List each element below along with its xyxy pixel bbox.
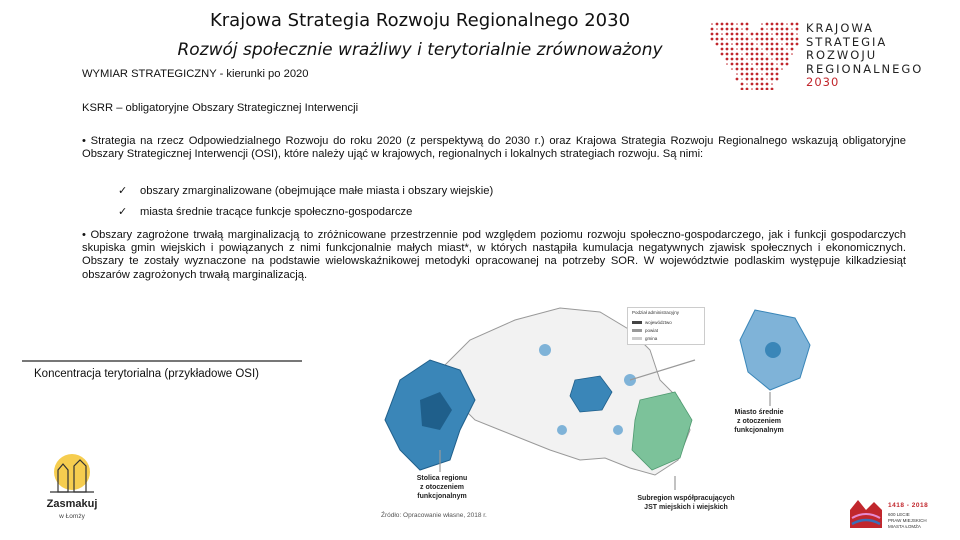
logo-dot (736, 58, 739, 61)
logo-dot (736, 53, 739, 56)
logo-dot (726, 28, 729, 31)
logo-dot (771, 43, 774, 46)
logo-dot (756, 83, 759, 86)
map-source: Źródło: Opracowanie własne, 2018 r. (381, 512, 487, 519)
logo-dot (731, 23, 734, 26)
zasmakuj-sub: w Łomży (59, 513, 85, 520)
logo-dot (771, 53, 774, 56)
logo-dot (731, 48, 734, 51)
logo-dot (736, 73, 738, 75)
logo-dot (786, 63, 789, 66)
logo-dot (741, 53, 743, 55)
logo-dot (786, 38, 789, 41)
logo-dot (741, 78, 743, 80)
logo-dot (731, 68, 733, 70)
logo-dot (756, 38, 759, 41)
lomza-line2: PRAW MIEJSKICH (888, 518, 927, 523)
logo-dot (746, 58, 748, 60)
lomza-line3: MIASTA ŁOMŻA (888, 524, 921, 529)
divider (22, 360, 302, 362)
logo-dot (781, 63, 784, 66)
logo-dot (786, 23, 788, 25)
logo-dot (796, 33, 798, 35)
logo-dot (736, 38, 739, 41)
logo-dot (751, 63, 753, 65)
logo-dot (741, 58, 744, 61)
logo-dot (741, 38, 744, 41)
check-item-marginalized: ✓ obszary zmarginalizowane (obejmujące małe miasta i obszary wiejskie) (118, 185, 494, 197)
logo-dot (726, 38, 728, 40)
heading-strategic-dimension: WYMIAR STRATEGICZNY - kierunki po 2020 (82, 68, 309, 80)
logo-dot (796, 23, 799, 26)
label-medium-city: Miasto średnie z otoczeniem funkcjonalnym (734, 409, 784, 434)
logo-dot (791, 43, 794, 46)
label-subregion: Subregion współpracujących JST miejskich i wiejskich (637, 495, 735, 511)
logo-dot (756, 73, 759, 76)
slide-subtitle: Rozwój społecznie wrażliwy i terytorialnie zrównoważony (177, 40, 663, 60)
logo-dot (766, 73, 769, 76)
ksrr-logo-icon (708, 20, 800, 90)
logo-dot (741, 43, 744, 46)
logo-dot (781, 58, 784, 61)
logo-dot (781, 38, 784, 41)
slide-title: Krajowa Strategia Rozwoju Regionalnego 2030 (209, 10, 631, 31)
logo-dot (786, 33, 789, 36)
logo-dot (771, 58, 773, 60)
logo-dot (726, 58, 729, 61)
logo-dot (771, 73, 774, 76)
logo-dot (776, 73, 779, 76)
logo-dot (766, 28, 768, 30)
logo-dot (781, 33, 784, 36)
logo-dot (731, 28, 734, 31)
logo-dot (771, 48, 774, 51)
logo-dot (766, 88, 769, 90)
logo-dot (771, 38, 774, 41)
logo-dot (746, 33, 748, 35)
logo-dot (721, 53, 724, 56)
logo-dot (786, 58, 789, 61)
logo-dot (796, 43, 799, 46)
logo-dot (716, 28, 718, 30)
logo-dot (736, 43, 739, 46)
logo-dot (776, 78, 779, 81)
logo-dot (791, 48, 794, 51)
logo-dot (781, 48, 784, 51)
logo-dot (756, 48, 759, 51)
logo-dot (776, 43, 779, 46)
logo-dot (721, 23, 724, 26)
lomza-years: 1418 - 2018 (888, 502, 929, 509)
logo-dot (766, 23, 769, 26)
logo-dot (786, 28, 789, 31)
logo-dot (736, 68, 739, 71)
logo-dot (771, 88, 774, 90)
logo-dot (731, 63, 734, 66)
logo-dot (756, 53, 759, 56)
logo-dot (726, 53, 729, 56)
logo-dot (716, 43, 719, 46)
logo-dot (711, 28, 714, 31)
logo-dot (791, 28, 793, 30)
logo-dot (746, 68, 749, 71)
checkmark-icon: ✓ (118, 206, 128, 218)
logo-dot (761, 53, 764, 56)
logo-dot (731, 38, 734, 41)
logo-dot (761, 48, 763, 50)
logo-dot (751, 38, 753, 40)
logo-dot (766, 83, 769, 86)
logo-dot (731, 58, 734, 61)
logo-dot (716, 38, 719, 41)
paragraph-marginalization: • Obszary zagrożone trwałą marginalizacją to zróżnicowane przestrzennie pod względem poziomu rozwoju społeczno-gospodarczego, jak i funkcji gospodarczych skupiska gmin wiejskich i powiązanych z nimi funkcjonalnie małych miast*, w których nastąpiła kumulacja negatywnych zjawisk społecznych i ekonomicznych. Obszary te zostały wyznaczone na podstawie wielowskaźnikowej metodyki opracowanej na potrzeby SOR. W województwie podlaskim występuje kilkadziesiąt obszarów zagrożonych trwałą marginalizacją. (82, 229, 906, 281)
logo-dot (766, 33, 769, 36)
logo-dot (751, 43, 754, 46)
logo-dot (711, 38, 714, 41)
logo-dot (781, 68, 783, 70)
ksrr-logo-text: KRAJOWA STRATEGIA ROZWOJU REGIONALNEGO 2030 (806, 21, 924, 89)
logo-dot (726, 63, 728, 65)
logo-dot (746, 53, 749, 56)
logo-dot (746, 43, 749, 46)
logo-dot (766, 78, 768, 80)
logo-dot (751, 33, 754, 36)
logo-dot (736, 78, 739, 81)
logo-dot (771, 83, 773, 85)
logo-dot (726, 33, 729, 36)
map-legend: Podział administracyjny województwo powiat gmina (627, 307, 705, 345)
logo-dot (751, 48, 754, 51)
logo-dot (761, 23, 763, 25)
logo-dot (781, 43, 783, 45)
logo-dot (761, 83, 764, 86)
logo-dot (741, 48, 744, 51)
logo-dot (776, 63, 778, 65)
logo-dot (726, 23, 729, 26)
logo-dot (761, 33, 764, 36)
logo-dot (721, 48, 724, 51)
logo-dot (776, 48, 779, 51)
logo-dot (741, 68, 744, 71)
logo-dot (746, 48, 749, 51)
logo-dot (756, 78, 759, 81)
logo-dot (756, 63, 759, 66)
logo-dot (746, 83, 748, 85)
logo-dot (741, 73, 744, 76)
logo-dot (776, 23, 779, 26)
logo-dot (781, 23, 784, 26)
logo-dot (761, 63, 764, 66)
logo-dot (791, 53, 793, 55)
logo-dot (791, 38, 794, 41)
logo-dot (721, 43, 724, 46)
check-item-medium-cities: ✓ miasta średnie tracące funkcje społeczno-gospodarcze (118, 206, 413, 218)
logo-dot (781, 28, 784, 31)
logo-dot (771, 68, 774, 71)
logo-dot (786, 43, 789, 46)
logo-dot (761, 58, 764, 61)
logo-dot (726, 43, 729, 46)
logo-dot (766, 63, 769, 66)
logo-dot (716, 33, 719, 36)
logo-dot (751, 53, 754, 56)
logo-dot (741, 28, 743, 30)
logo-dot (731, 33, 734, 36)
logo-dot (756, 33, 759, 36)
concentration-label: Koncentracja terytorialna (przykładowe OSI) (34, 368, 259, 380)
logo-dot (776, 38, 778, 40)
logo-dot (751, 78, 754, 81)
logo-dot (771, 23, 774, 26)
label-capital-region: Stolica regionu z otoczeniem funkcjonalnym (416, 475, 468, 500)
logo-dot (771, 63, 774, 66)
logo-dot (761, 73, 763, 75)
logo-dot (761, 68, 764, 71)
logo-dot (766, 68, 769, 71)
logo-dot (741, 88, 744, 90)
logo-dot (731, 53, 734, 56)
zasmakuj-name: Zasmakuj (46, 498, 98, 510)
logo-dot (766, 43, 769, 46)
paragraph-strategy: • Strategia na rzecz Odpowiedzialnego Rozwoju do roku 2020 (z perspektywą do 2030 r.) oraz Krajowa Strategia Rozwoju Regionalnego wskazują obligatoryjne Obszary Strategicznej Interwencji (OSI), które należy ująć w krajowych, regionalnych i lokalnych strategiach rozwoju. Są nimi: (82, 135, 906, 161)
logo-dot (751, 88, 753, 90)
logo-dot (761, 28, 764, 31)
logo-dot (746, 88, 749, 90)
logo-dot (791, 33, 794, 36)
logo-dot (776, 53, 779, 56)
logo-dot (756, 68, 758, 70)
lomza-line1: 600 LECIE (888, 512, 910, 517)
logo-dot (756, 58, 759, 61)
logo-dot (736, 33, 739, 36)
logo-dot (796, 38, 799, 41)
logo-dot (746, 73, 749, 76)
logo-dot (731, 43, 733, 45)
logo-dot (751, 83, 754, 86)
logo-dot (711, 33, 714, 36)
logo-dot (796, 28, 799, 31)
logo-dot (721, 28, 724, 31)
logo-dot (756, 88, 759, 90)
logo-dot (776, 28, 779, 31)
logo-dot (751, 58, 754, 61)
logo-dot (781, 53, 784, 56)
logo-dot (766, 53, 768, 55)
logo-dot (776, 68, 779, 71)
logo-dot (766, 48, 769, 51)
logo-dot (791, 23, 794, 26)
logo-dot (736, 28, 739, 31)
logo-dot (776, 58, 779, 61)
heading-ksrr-osi: KSRR – obligatoryjne Obszary Strategicznej Interwencji (82, 102, 359, 114)
logo-dot (721, 38, 724, 41)
logo-dot (751, 73, 754, 76)
logo-dot (761, 38, 764, 41)
logo-dot (766, 58, 769, 61)
logo-dot (741, 83, 744, 86)
logo-dot (776, 33, 779, 36)
logo-dot (741, 63, 744, 66)
logo-dot (736, 48, 738, 50)
logo-dot (736, 23, 738, 25)
logo-dot (736, 63, 739, 66)
logo-dot (711, 23, 713, 25)
logo-dot (761, 43, 764, 46)
logo-dot (786, 48, 788, 50)
logo-dot (771, 33, 773, 35)
logo-dot (751, 68, 754, 71)
logo-dot (761, 78, 764, 81)
logo-dot (766, 38, 769, 41)
logo-dot (716, 23, 719, 26)
logo-dot (746, 23, 749, 26)
logo-dot (746, 28, 749, 31)
logo-dot (771, 78, 774, 81)
logo-dot (746, 63, 749, 66)
logo-dot (741, 23, 744, 26)
logo-dot (741, 33, 744, 36)
logo-dot (786, 53, 789, 56)
logo-dot (721, 33, 723, 35)
logo-dot (726, 48, 729, 51)
checkmark-icon: ✓ (118, 185, 128, 197)
logo-dot (771, 28, 774, 31)
logo-dot (746, 38, 749, 41)
logo-dot (756, 43, 758, 45)
logo-dot (746, 78, 749, 81)
logo-dot (761, 88, 764, 90)
